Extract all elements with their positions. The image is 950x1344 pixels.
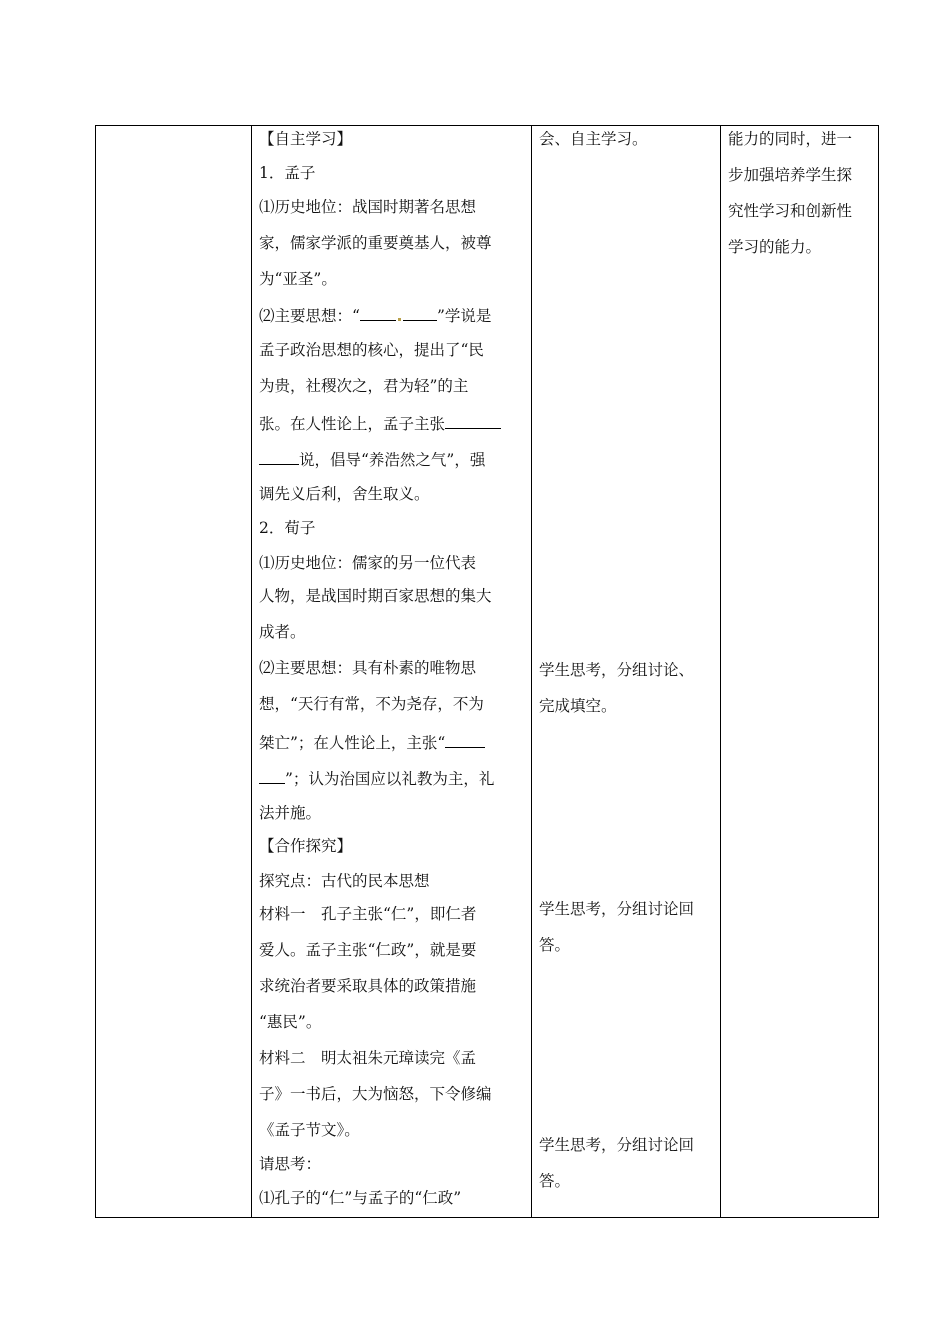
text-line: 为贵，社稷次之，君为轻”的主 xyxy=(259,377,469,395)
text-line: 能力的同时，进一 xyxy=(728,130,853,148)
text-line: ⑵主要思想：具有朴素的唯物思 xyxy=(259,659,477,677)
answer-blank xyxy=(445,412,501,429)
text-line: 材料一 孔子主张“仁”，即仁者 xyxy=(259,905,477,923)
text-line: 求统治者要采取具体的政策措施 xyxy=(259,977,477,995)
text-fragment: ”学说是 xyxy=(436,307,492,325)
text-line: ⑴历史地位：儒家的另一位代表 xyxy=(259,554,477,572)
text-fragment: 说，倡导“养浩然之气”，强 xyxy=(299,451,486,469)
lesson-plan-table xyxy=(95,125,879,1218)
marker-dot xyxy=(398,318,401,321)
text-line: 答。 xyxy=(539,1172,571,1190)
fill-in-line xyxy=(259,767,494,789)
text-line: 究性学习和创新性 xyxy=(728,202,853,220)
fill-in-line xyxy=(259,731,485,753)
explore-point: 探究点：古代的民本思想 xyxy=(259,872,430,890)
answer-blank xyxy=(403,304,437,321)
text-line: 成者。 xyxy=(259,623,306,641)
question-heading: 请思考： xyxy=(259,1155,322,1173)
text-line: 为“亚圣”。 xyxy=(259,270,337,288)
answer-blank xyxy=(259,448,299,465)
text-line: 学生思考，分组讨论、 xyxy=(539,661,695,679)
text-line: 学生思考，分组讨论回 xyxy=(539,1136,695,1154)
section-heading-cooperation: 【合作探究】 xyxy=(259,837,353,855)
item-title-mengzi: 1．孟子 xyxy=(259,164,316,182)
text-line: 学生思考，分组讨论回 xyxy=(539,900,695,918)
text-line: 子》一书后，大为恼怒，下令修编 xyxy=(259,1085,492,1103)
text-line: “惠民”。 xyxy=(259,1013,322,1031)
column-divider xyxy=(251,126,252,1217)
text-fragment: ⑵主要思想：“ xyxy=(259,307,360,325)
question-item: ⑴孔子的“仁”与孟子的“仁政” xyxy=(259,1189,462,1207)
text-line: 孟子政治思想的核心，提出了“民 xyxy=(259,341,484,359)
student-activity-column xyxy=(539,126,719,1216)
text-line: 爱人。孟子主张“仁政”，就是要 xyxy=(259,941,477,959)
text-line: 材料二 明太祖朱元璋读完《孟 xyxy=(259,1049,477,1067)
design-intent-column xyxy=(728,126,876,1216)
text-fragment: ”；认为治国应以礼教为主，礼 xyxy=(285,770,495,788)
text-line: 步加强培养学生探 xyxy=(728,166,853,184)
text-line: 人物，是战国时期百家思想的集大 xyxy=(259,587,492,605)
answer-blank xyxy=(259,767,285,784)
text-fragment: 桀亡”；在人性论上，主张“ xyxy=(259,734,446,752)
fill-in-line xyxy=(259,304,491,326)
section-heading-self-study: 【自主学习】 xyxy=(259,130,353,148)
column-divider xyxy=(531,126,532,1217)
text-line: 法并施。 xyxy=(259,804,322,822)
text-fragment: 张。在人性论上，孟子主张 xyxy=(259,415,446,433)
text-line: 完成填空。 xyxy=(539,697,617,715)
answer-blank xyxy=(360,304,396,321)
text-line: 调先义后利，舍生取义。 xyxy=(259,485,430,503)
text-line: ⑴历史地位：战国时期著名思想 xyxy=(259,198,477,216)
text-line: 《孟子节文》。 xyxy=(259,1121,360,1139)
fill-in-line xyxy=(259,412,501,434)
text-line: 家，儒家学派的重要奠基人，被尊 xyxy=(259,234,492,252)
text-line: 会、自主学习。 xyxy=(539,130,648,148)
item-title-xunzi: 2．荀子 xyxy=(259,519,316,537)
content-column xyxy=(259,126,529,1216)
fill-in-line xyxy=(259,448,485,470)
text-line: 答。 xyxy=(539,936,571,954)
text-line: 学习的能力。 xyxy=(728,238,822,256)
column-divider xyxy=(720,126,721,1217)
text-line: 想，“天行有常，不为尧存，不为 xyxy=(259,695,484,713)
answer-blank xyxy=(445,731,485,748)
